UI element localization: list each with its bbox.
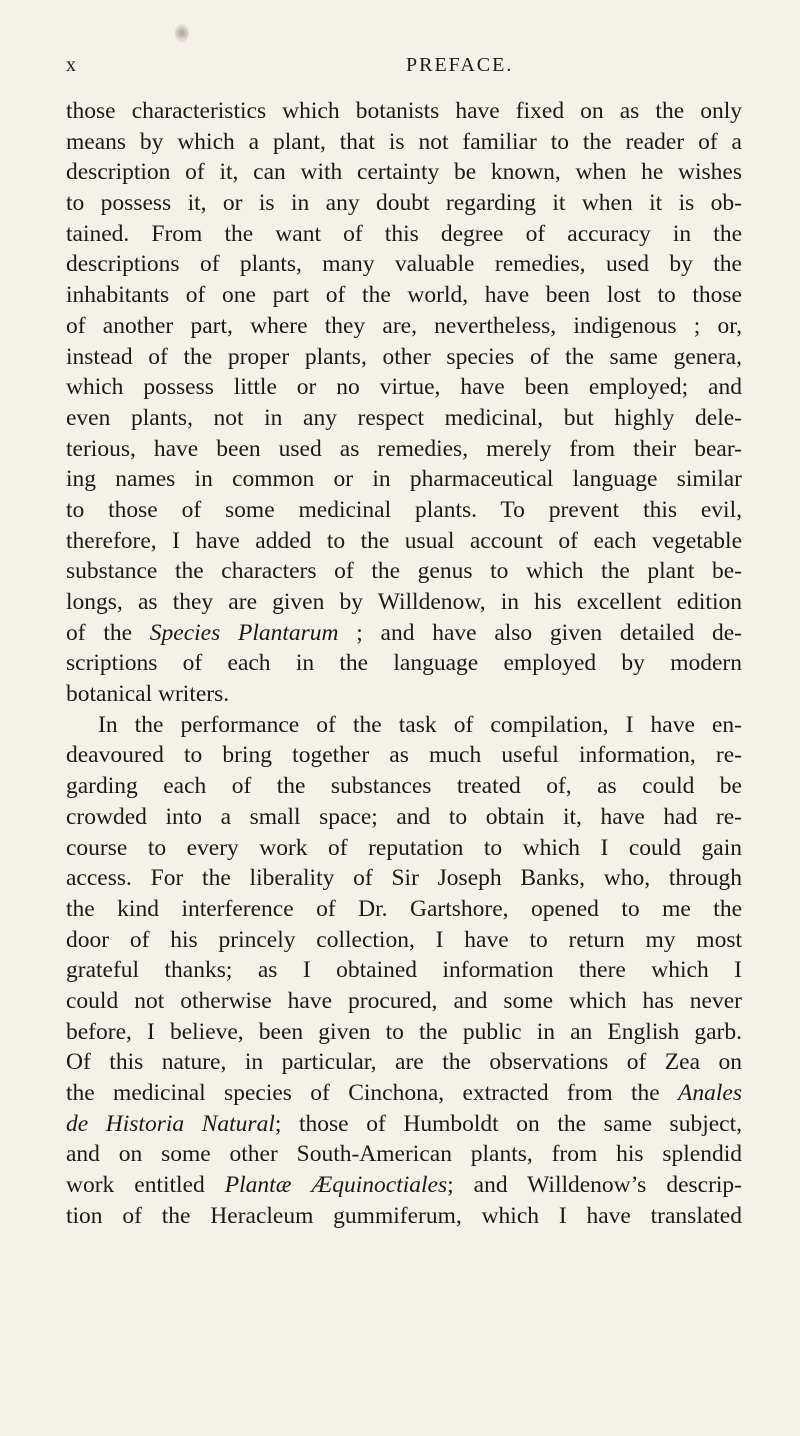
text-line — [66, 618, 742, 649]
text-line — [66, 863, 742, 894]
text-line — [66, 1109, 742, 1140]
page-number: x — [66, 54, 77, 76]
text-segment: to those of some medicinal plants. To prevent this evil, — [66, 496, 742, 523]
text-line — [66, 1047, 742, 1078]
text-line — [66, 587, 742, 618]
text-segment: description of it, can with certainty be known, when he wishes — [66, 159, 742, 186]
text-line — [66, 1201, 742, 1232]
text-segment: tion of the Heracleum gummiferum, which I have translated — [66, 1202, 742, 1229]
running-title: PREFACE. — [406, 54, 514, 76]
text-line — [66, 802, 742, 833]
text-line — [66, 833, 742, 864]
text-segment: longs, as they are given by Willdenow, in his excellent edition — [66, 589, 742, 615]
text-segment: scriptions of each in the language employed by modern — [66, 650, 742, 677]
text-line — [66, 311, 742, 342]
text-segment: ; those of Humboldt on the same subject, — [274, 1110, 742, 1137]
text-line — [66, 464, 742, 495]
text-line — [66, 280, 742, 311]
ink-spot — [175, 24, 189, 42]
text-segment: terious, have been used as remedies, merely from their bear- — [66, 435, 742, 462]
text-line — [66, 188, 742, 219]
text-segment: tained. From the want of this degree of accuracy in the — [66, 220, 742, 247]
text-segment: the medicinal species of Cinchona, extracted from the — [66, 1080, 679, 1106]
text-segment: the kind interference of Dr. Gartshore, opened to me the — [66, 895, 742, 922]
text-segment: course to every work of reputation to which I could gain — [66, 834, 742, 861]
text-segment: work entitled — [66, 1172, 225, 1199]
text-line — [66, 955, 742, 986]
text-segment: those characteristics which botanists have fixed on as the only — [66, 98, 742, 124]
text-segment: inhabitants of one part of the world, have been lost to those — [66, 282, 742, 309]
text-segment: means by which a plant, that is not familiar to the reader of a — [66, 128, 742, 155]
text-segment: ing names in common or in pharmaceutical language similar — [66, 466, 742, 493]
text-line — [66, 1139, 742, 1170]
text-line — [66, 771, 742, 802]
text-line — [66, 740, 742, 771]
text-segment: descriptions of plants, many valuable remedies, used by the — [66, 251, 742, 278]
text-segment: door of his princely collection, I have to return my most — [66, 926, 742, 953]
page-header — [66, 54, 742, 84]
text-line — [66, 925, 742, 956]
text-line — [66, 434, 742, 465]
text-segment: and on some other South-American plants, from his splendid — [66, 1141, 742, 1168]
text-line — [66, 403, 742, 434]
text-segment: grateful thanks; as I obtained information there which I — [66, 957, 742, 984]
text-line — [66, 679, 742, 710]
text-segment: ; and have also given detailed de- — [338, 619, 742, 646]
text-line — [66, 1078, 742, 1109]
italic-title: de Historia Natural — [66, 1110, 275, 1137]
text-line — [66, 219, 742, 250]
text-segment: could not otherwise have procured, and some which has never — [66, 987, 742, 1014]
text-segment: before, I believe, been given to the public in an English garb. — [66, 1018, 742, 1045]
text-segment: therefore, I have added to the usual account of each vegetable — [66, 527, 742, 554]
text-line — [66, 1017, 742, 1048]
text-line — [66, 648, 742, 679]
text-line — [66, 986, 742, 1017]
text-line — [66, 710, 742, 741]
text-segment: of the — [66, 619, 150, 646]
text-segment: which possess little or no virtue, have been employed; and — [66, 374, 742, 401]
text-line — [66, 556, 742, 587]
italic-title: Anales — [678, 1080, 742, 1106]
text-line — [66, 526, 742, 557]
italic-title: Plantæ Æquinoctiales — [224, 1172, 448, 1199]
text-line — [66, 495, 742, 526]
text-segment: even plants, not in any respect medicinal, but highly dele- — [66, 404, 742, 431]
text-line — [66, 372, 742, 403]
text-segment: botanical writers. — [66, 681, 230, 708]
body-text — [66, 96, 742, 1231]
text-segment: deavoured to bring together as much useful information, re- — [66, 742, 742, 769]
text-line — [66, 127, 742, 158]
text-line — [66, 96, 742, 127]
text-line — [66, 894, 742, 925]
text-segment: Of this nature, in particular, are the observations of Zea on — [66, 1049, 742, 1076]
text-segment: crowded into a small space; and to obtain it, have had re- — [66, 803, 742, 830]
text-line — [66, 249, 742, 280]
italic-title: Species Plantarum — [149, 619, 339, 646]
text-segment: ; and Willdenow’s descrip- — [447, 1172, 743, 1199]
text-segment: garding each of the substances treated of, as could be — [66, 773, 742, 800]
text-segment: of another part, where they are, nevertheless, indigenous ; or, — [66, 312, 742, 339]
text-segment: instead of the proper plants, other species of the same genera, — [66, 343, 742, 370]
text-line — [66, 1170, 742, 1201]
text-segment: In the performance of the task of compilation, I have en- — [98, 711, 742, 738]
text-line — [66, 342, 742, 373]
text-segment: to possess it, or is in any doubt regarding it when it is ob- — [66, 190, 742, 217]
text-segment: access. For the liberality of Sir Joseph Banks, who, through — [66, 865, 742, 892]
text-line — [66, 157, 742, 188]
text-segment: substance the characters of the genus to which the plant be- — [66, 558, 742, 585]
